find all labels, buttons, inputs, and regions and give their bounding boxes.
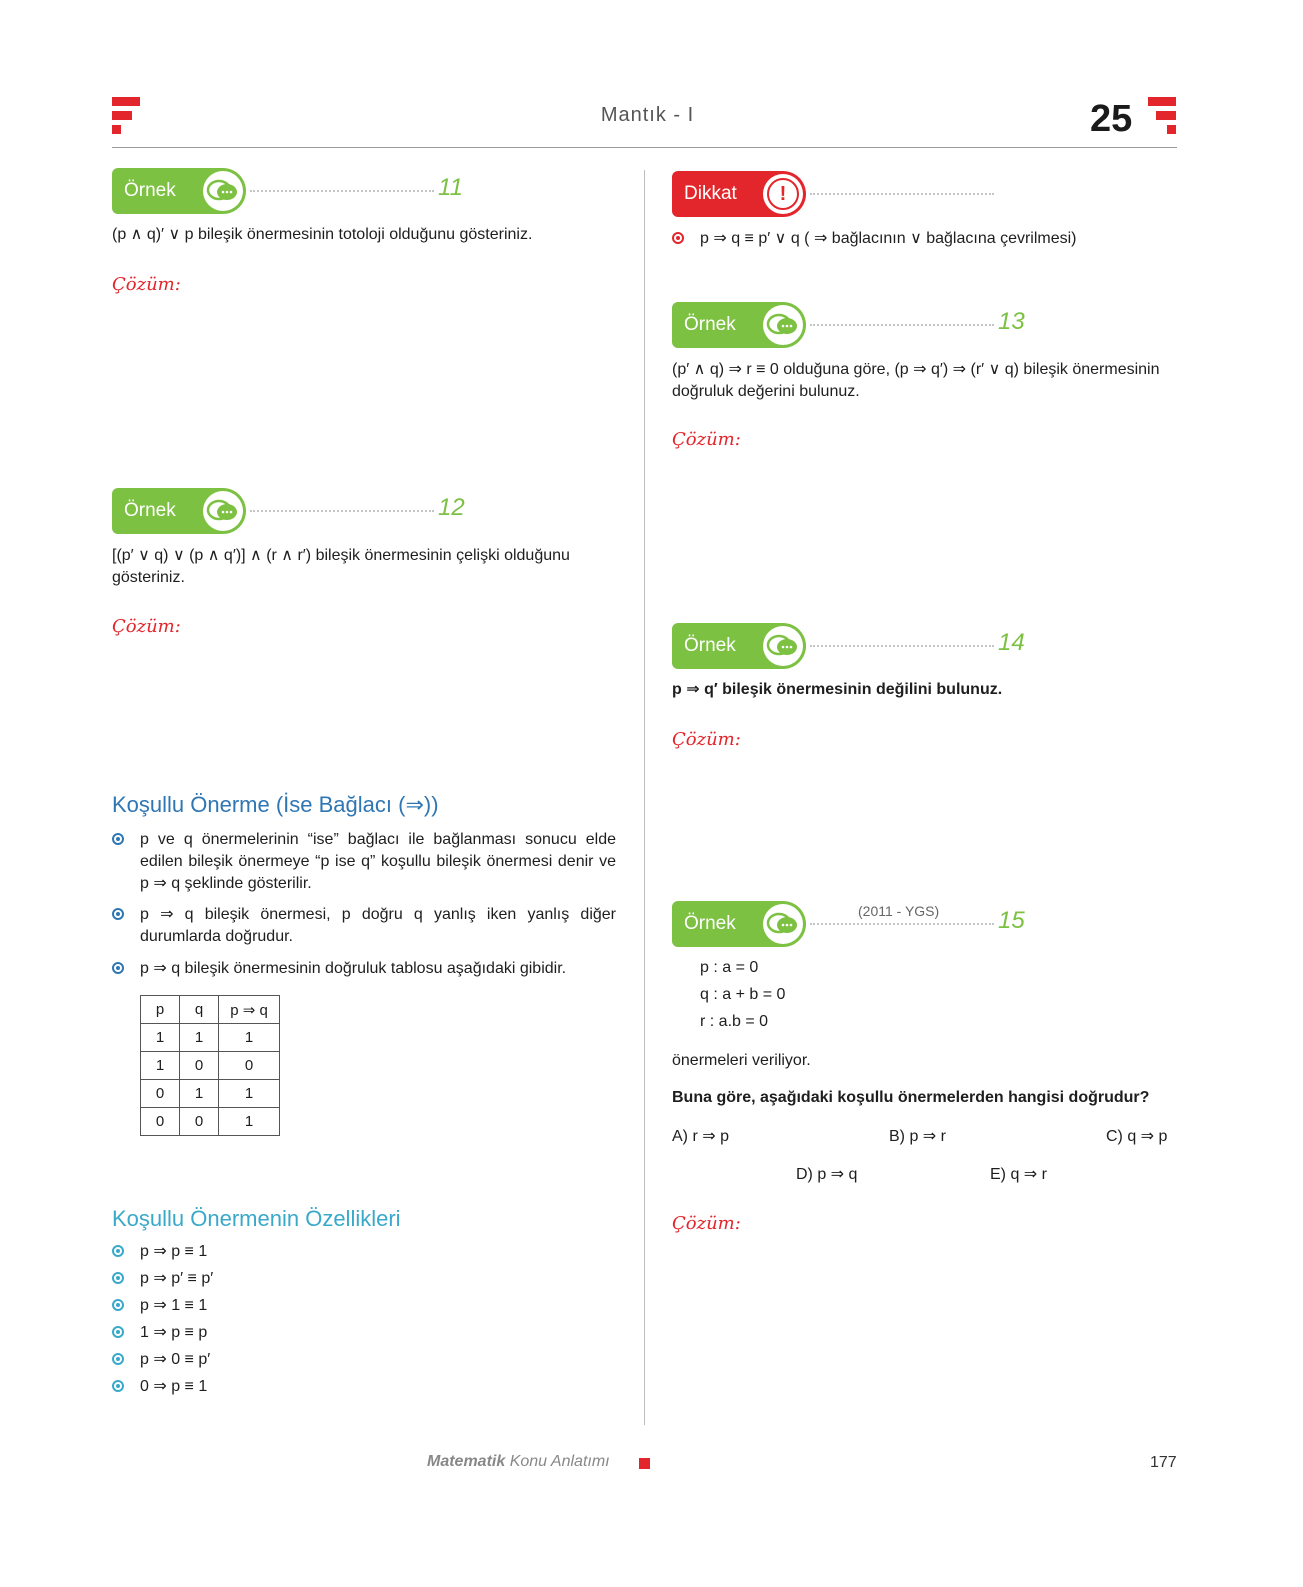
truth-table-header-row: [141, 996, 280, 1024]
bullet-icon: [112, 833, 124, 845]
bullet-icon: [112, 1380, 124, 1392]
footer-book-title: [427, 1453, 610, 1471]
dotted-leader: [810, 645, 994, 647]
dikkat-badge: [672, 171, 1002, 217]
truth-table-cell: 0: [219, 1052, 280, 1080]
example-badge-11: [112, 168, 472, 214]
premise-r: r : a.b = 0: [700, 1013, 769, 1030]
truth-table-cell: 0: [141, 1108, 180, 1136]
example-number: 14: [998, 629, 1025, 656]
truth-table-header: p: [141, 996, 180, 1024]
truth-table-cell: 1: [219, 1024, 280, 1052]
question-text: Buna göre, aşağıdaki koşullu önermelerden hangisi doğrudur?: [672, 1089, 1150, 1106]
conditional-bullet-1: p ve q önermelerinin “ise” bağlacı ile bağlanması sonucu elde edilen bileşik önermeye “p ise q” koşullu bileşik önermesi denir ve p ⇒ q şeklinde gösterilir.: [140, 831, 616, 892]
footer-book-rest: Konu Anlatımı: [505, 1453, 610, 1470]
solution-label-14: Çözüm:: [672, 729, 741, 750]
example-badge-14: [672, 623, 1032, 669]
property-item: 0 ⇒ p ≡ 1: [140, 1378, 208, 1395]
example-number: 12: [438, 494, 465, 521]
example-badge-13: [672, 302, 1032, 348]
bullet-icon: [112, 1353, 124, 1365]
speech-bubbles-icon: [203, 491, 243, 531]
exclamation-icon: !: [763, 174, 803, 214]
speech-bubbles-icon: [763, 904, 803, 944]
choice-a[interactable]: A) r ⇒ p: [672, 1128, 729, 1145]
given-statement: önermeleri veriliyor.: [672, 1052, 811, 1069]
truth-table-cell: 0: [180, 1052, 219, 1080]
speech-bubbles-icon: [763, 626, 803, 666]
bullet-icon: [112, 1272, 124, 1284]
property-item: p ⇒ 0 ≡ p′: [140, 1351, 211, 1368]
bullet-icon: [112, 1299, 124, 1311]
publisher-logo-left: [112, 97, 142, 137]
example-badge-15: [672, 901, 1032, 947]
footer-square-icon: [639, 1458, 650, 1469]
example-11-text: (p ∧ q)′ ∨ p bileşik önermesinin totoloji olduğunu gösteriniz.: [112, 226, 533, 243]
publisher-logo-right: [1148, 97, 1178, 137]
truth-table-row: [141, 1052, 280, 1080]
bullet-icon: [112, 1245, 124, 1257]
example-badge-12: [112, 488, 472, 534]
choice-b[interactable]: B) p ⇒ r: [889, 1128, 946, 1145]
dotted-leader: [810, 193, 994, 195]
solution-label-12: Çözüm:: [112, 616, 181, 637]
truth-table-row: [141, 1080, 280, 1108]
conditional-bullet-2: p ⇒ q bileşik önermesi, p doğru q yanlış iken yanlış diğer durumlarda doğrudur.: [140, 906, 616, 945]
conditional-section-title: Koşullu Önerme (İse Bağlacı (⇒)): [112, 792, 439, 817]
properties-section-title: Koşullu Önermenin Özellikleri: [112, 1206, 401, 1231]
truth-table-cell: 1: [219, 1108, 280, 1136]
header-divider: [112, 147, 1177, 148]
choice-c[interactable]: C) q ⇒ p: [1106, 1128, 1168, 1145]
solution-label-11: Çözüm:: [112, 274, 181, 295]
property-item: 1 ⇒ p ≡ p: [140, 1324, 208, 1341]
example-number: 15: [998, 907, 1025, 934]
footer-book-bold: Matematik: [427, 1453, 506, 1470]
example-number: 13: [998, 308, 1025, 335]
choice-d[interactable]: D) p ⇒ q: [796, 1166, 858, 1183]
bullet-icon: [112, 1326, 124, 1338]
truth-table-cell: 1: [180, 1024, 219, 1052]
truth-table-row: [141, 1024, 280, 1052]
example-label: Örnek: [684, 913, 736, 934]
dotted-leader: [250, 510, 434, 512]
example-12-text: [(p′ ∨ q) ∨ (p ∧ q′)] ∧ (r ∧ r′) bileşik önermesinin çelişki olduğunu gösteriniz.: [112, 547, 570, 586]
speech-bubbles-icon: [763, 305, 803, 345]
property-item: p ⇒ p′ ≡ p′: [140, 1270, 214, 1287]
dikkat-label: Dikkat: [684, 183, 737, 204]
example-13-text: (p′ ∧ q) ⇒ r ≡ 0 olduğuna göre, (p ⇒ q′) ⇒ (r′ ∨ q) bileşik önermesinin doğruluk değerini bulunuz.: [672, 361, 1160, 400]
exam-source: (2011 - YGS): [858, 903, 940, 919]
example-label: Örnek: [684, 314, 736, 335]
dikkat-text: p ⇒ q ≡ p′ ∨ q ( ⇒ bağlacının ∨ bağlacına çevrilmesi): [700, 230, 1077, 247]
truth-table-cell: 1: [141, 1052, 180, 1080]
conditional-bullet-3: p ⇒ q bileşik önermesinin doğruluk tablosu aşağıdaki gibidir.: [140, 960, 567, 977]
premise-p: p : a = 0: [700, 959, 759, 976]
solution-label-13: Çözüm:: [672, 429, 741, 450]
speech-bubbles-icon: [203, 171, 243, 211]
solution-label-15: Çözüm:: [672, 1213, 741, 1234]
choice-e[interactable]: E) q ⇒ r: [990, 1166, 1047, 1183]
property-item: p ⇒ p ≡ 1: [140, 1243, 208, 1260]
truth-table-row: [141, 1108, 280, 1136]
example-label: Örnek: [124, 180, 176, 201]
property-item: p ⇒ 1 ≡ 1: [140, 1297, 208, 1314]
bullet-icon: [672, 232, 684, 244]
truth-table-cell: 0: [180, 1108, 219, 1136]
truth-table-cell: 1: [180, 1080, 219, 1108]
truth-table-header: q: [180, 996, 219, 1024]
dotted-leader: [810, 923, 994, 925]
bullet-icon: [112, 962, 124, 974]
column-divider: [644, 170, 645, 1425]
truth-table-header: p ⇒ q: [219, 996, 280, 1024]
dotted-leader: [250, 190, 434, 192]
example-label: Örnek: [684, 635, 736, 656]
chapter-page-number: 25: [1090, 98, 1133, 140]
chapter-title: Mantık - I: [600, 104, 695, 126]
example-label: Örnek: [124, 500, 176, 521]
bullet-icon: [112, 908, 124, 920]
footer-page-number: 177: [1150, 1454, 1177, 1471]
truth-table: [140, 995, 280, 1136]
premise-q: q : a + b = 0: [700, 986, 786, 1003]
dotted-leader: [810, 324, 994, 326]
example-14-text: p ⇒ q′ bileşik önermesinin değilini bulunuz.: [672, 681, 1003, 698]
truth-table-cell: 1: [141, 1024, 180, 1052]
truth-table-cell: 0: [141, 1080, 180, 1108]
example-number: 11: [438, 174, 463, 201]
truth-table-cell: 1: [219, 1080, 280, 1108]
